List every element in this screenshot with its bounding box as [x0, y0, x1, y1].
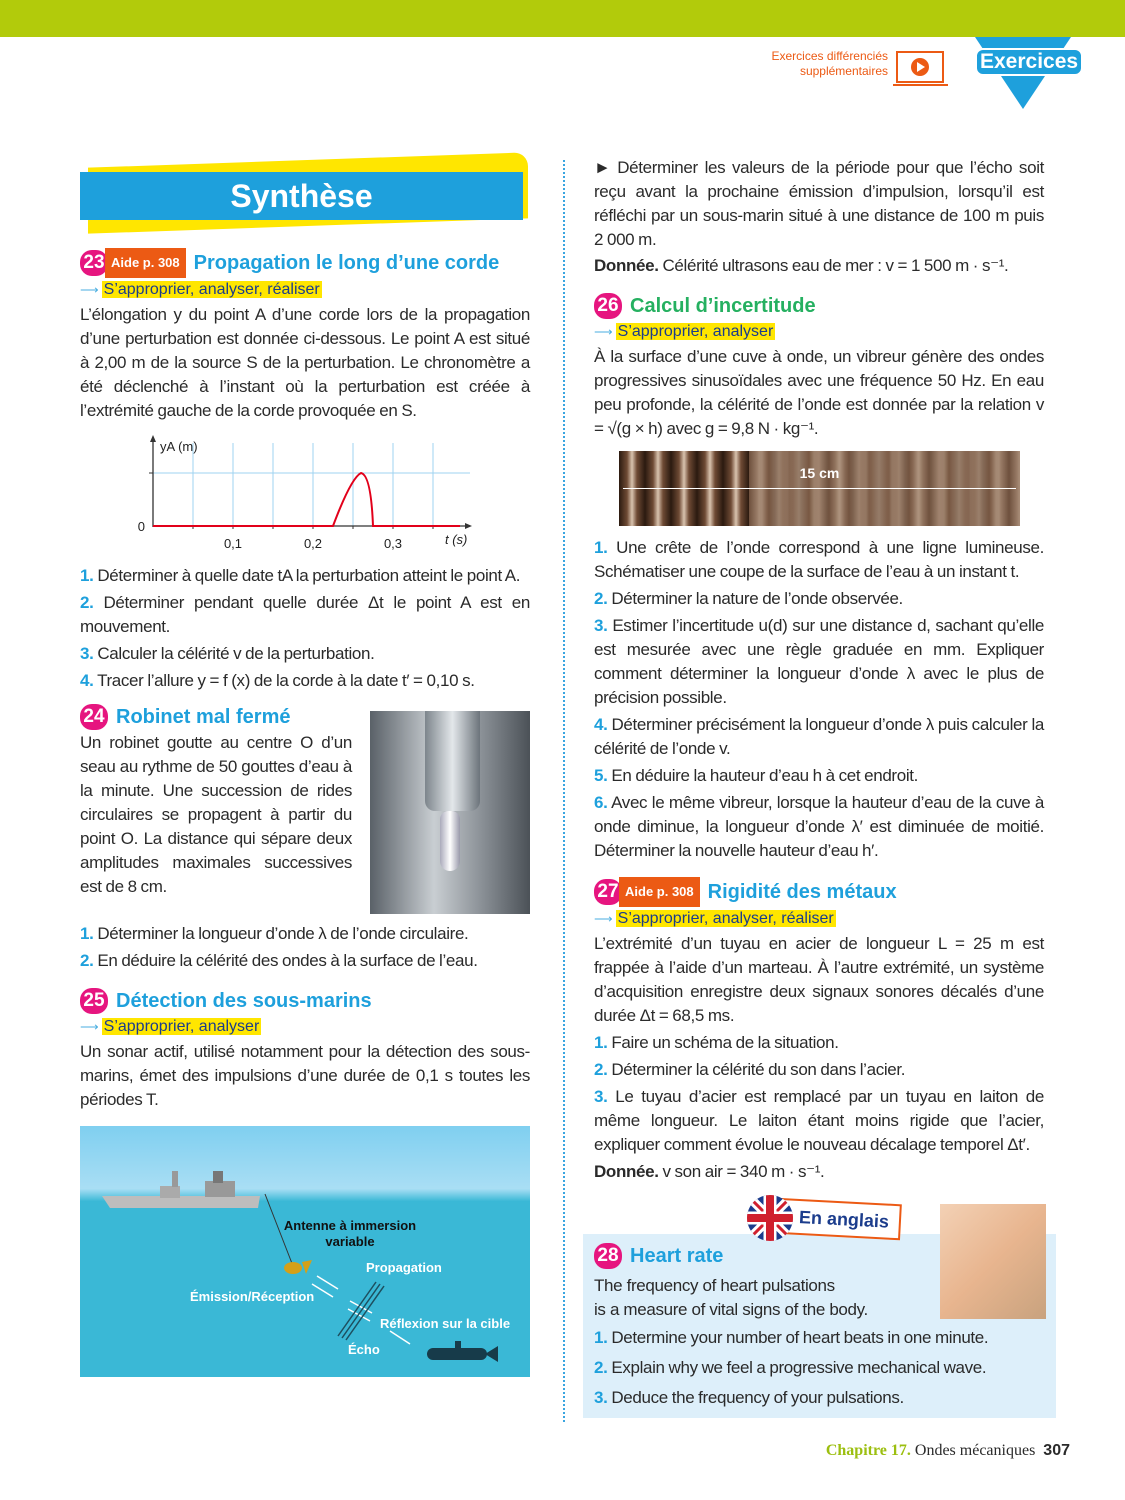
exercise-title: Propagation le long d’une corde: [193, 252, 500, 274]
exercise-number: 25: [80, 988, 108, 1014]
ex23-questions-0-t: Déterminer à quelle date tA la perturbation atteint le point A.: [97, 566, 521, 585]
label-antenne: [280, 1218, 420, 1250]
skill-label: S’approprier, analyser, réaliser: [103, 281, 320, 298]
ex26-questions-3-n: 4.: [594, 715, 608, 735]
ex27-questions-0-t: Faire un schéma de la situation.: [611, 1033, 839, 1053]
exercise-number: 27: [594, 879, 622, 905]
exercise-text: Un robinet goutte au centre O d’un seau au rythme de 50 gouttes d’eau à la minute. Une succession de rides circulaires se propagent à partir du point O. La distance qui sépare deux amplitudes maximales successives est de 8 cm.: [80, 733, 352, 897]
page-number: 307: [1043, 1442, 1070, 1460]
skill-tag: [80, 279, 530, 301]
exercise-text: L’extrémité d’un tuyau en acier de longueur L = 25 m est frappée à l’aide d’un marteau. À l’autre extrémité, un système d’acquisition enregistre deux signaux sonores décalés d’une durée Δt = 68,5 ms.: [594, 934, 1044, 1026]
ex25-donnee_label: Donnée.: [594, 256, 659, 275]
ex26-questions-4-t: En déduire la hauteur d’eau h à cet endroit.: [611, 766, 919, 786]
arrow-icon: ⟶: [80, 282, 99, 297]
question: [80, 642, 530, 666]
arrow-icon: ⟶: [80, 1019, 99, 1035]
english-section: [594, 1194, 1044, 1418]
question: [594, 1356, 1045, 1380]
skill-tag: [594, 321, 1044, 343]
x-tick-label: 0,2: [303, 536, 323, 551]
ex24-questions-1-n: 2.: [80, 951, 94, 970]
exercise-26-header: [594, 292, 1044, 320]
scale-arrow: [623, 488, 1016, 489]
ex25-figure-antenne: Antenne à immersion: [283, 1218, 417, 1234]
y-axis-arrow: [150, 435, 156, 442]
ex28-questions-2-t: Deduce the frequency of your pulsations.: [611, 1388, 904, 1408]
exercise-24-row: [80, 703, 530, 914]
exercise-number: 24: [80, 704, 108, 730]
exercise-text: L’élongation y du point A d’une corde lors de la propagation d’une perturbation est donnée ci-dessous. Le point A est situé à 2,00 m de la source S de la perturbation. Le chronomètre a été déclenché à l’instant où la perturbation est créée à l’extrémité gauche de la corde provoquée en S.: [80, 305, 530, 420]
ex23-questions-2-t: Calculer la célérité v de la perturbation.: [97, 644, 375, 663]
ex23-questions-3-t: Tracer l’allure y = f (x) de la corde à la date t′ = 0,10 s.: [97, 671, 475, 690]
x-axis-label: t (s): [445, 532, 468, 547]
ex26-questions-0-t: Une crête de l’onde correspond à une ligne lumineuse. Schématiser une coupe de la surface de l’eau à un instant t.: [594, 538, 1044, 582]
ex25-donnee: Célérité ultrasons eau de mer : v = 1 500 m · s⁻¹.: [662, 256, 1009, 275]
column-divider: [563, 160, 565, 1422]
label-echo: Écho: [348, 1342, 380, 1358]
ex27-questions-1-n: 2.: [594, 1060, 608, 1080]
question: [594, 587, 1044, 611]
ex26-questions-2-n: 3.: [594, 616, 608, 636]
skill-label: S’approprier, analyser: [103, 1018, 260, 1036]
ex27-questions-2-t: Le tuyau d’acier est remplacé par un tuyau en laiton de même longueur. Le laiton étant moins rigide que l’acier, expliquer comment évolue le nouveau décalage temporel Δt′.: [594, 1087, 1044, 1155]
exercise-25-header: [80, 987, 530, 1015]
ex28-questions-0-n: 1.: [594, 1328, 608, 1348]
x-axis-arrow: [465, 523, 472, 529]
synthese-title: Synthèse: [80, 172, 523, 220]
exercise-number: 28: [594, 1243, 622, 1269]
ex23-questions-1-n: 2.: [80, 593, 94, 612]
exercise-24-header: [80, 703, 352, 731]
exercise-text: [594, 1274, 929, 1322]
ex26-questions-5-n: 6.: [594, 793, 608, 813]
label-reflexion: Réflexion sur la cible: [380, 1316, 511, 1332]
left-column: [80, 156, 530, 1377]
skill-label: S’approprier, analyser, réaliser: [617, 910, 834, 928]
ex26-questions-5-t: Avec le même vibreur, lorsque la hauteur d’eau de la cuve à onde diminue, la longueur d’onde λ′ est diminuée de moitié. Déterminer la nouvelle hauteur d’eau h′.: [594, 793, 1045, 861]
ex26-questions-3-t: Déterminer précisément la longueur d’onde λ puis calculer la célérité de l’onde v.: [594, 715, 1044, 759]
sonar-illustration: [80, 1126, 530, 1377]
chapter-label: Chapitre 17.: [825, 1442, 911, 1460]
arrow-icon: ⟶: [594, 324, 613, 340]
scale-label: 15 cm: [799, 465, 840, 482]
ex28-text1: The frequency of heart pulsations: [594, 1276, 835, 1296]
uk-flag-icon: [746, 1194, 794, 1242]
ex28-questions-1-n: 2.: [594, 1358, 608, 1378]
laptop-play-icon[interactable]: [893, 50, 949, 88]
ex27-questions-1-t: Déterminer la célérité du son dans l’acier.: [611, 1060, 906, 1080]
skill-tag: [80, 1016, 530, 1038]
question: [594, 1386, 1045, 1410]
exercise-title: Heart rate: [630, 1245, 724, 1268]
ex23-questions-3-n: 4.: [80, 671, 94, 690]
question: [594, 1326, 1045, 1350]
extra-exercises-link[interactable]: [740, 49, 888, 79]
ex26-questions-1-t: Déterminer la nature de l’onde observée.: [611, 589, 903, 609]
right-column: [594, 156, 1070, 1460]
exercise-23-header: [80, 248, 530, 278]
exercise-title: Détection des sous-marins: [116, 990, 372, 1012]
ex26-questions-2-t: Estimer l’incertitude u(d) sur une distance d, sachant qu’elle est mesurée avec une règle graduée en mm. Expliquer comment déterminer la longueur d’onde λ avec le plus de précision possible.: [594, 616, 1044, 708]
question: [594, 1058, 1044, 1082]
aide-link[interactable]: Aide p. 308: [619, 877, 700, 907]
exercise-23-questions: [80, 564, 530, 693]
ex25-figure-antenne2: variable: [325, 1234, 375, 1250]
question: [80, 591, 530, 639]
faucet-photo: [370, 711, 530, 914]
question: [594, 791, 1044, 863]
synthese-banner: [80, 156, 530, 228]
ex23-questions-2-n: 3.: [80, 644, 94, 663]
exercise-text: À la surface d’une cuve à onde, un vibreur génère des ondes progressives sinusoïdales avec une fréquence 50 Hz. En eau peu profonde, la célérité de l’onde est donnée par la relation v = √(g × h) avec g = 9,8 N · kg⁻¹.: [594, 347, 1044, 439]
exercise-28-questions: [594, 1326, 1045, 1410]
question: [594, 536, 1044, 584]
ex27-questions-2-n: 3.: [594, 1087, 608, 1107]
donnee: [594, 1160, 1044, 1184]
question: [594, 1031, 1044, 1055]
question: [80, 922, 530, 946]
exercise-27-questions: [594, 1031, 1044, 1184]
ex23-questions-0-n: 1.: [80, 566, 94, 585]
skill-label: S’approprier, analyser: [617, 323, 774, 341]
exercise-26-questions: [594, 536, 1044, 863]
question: [80, 564, 530, 588]
question: [594, 614, 1044, 710]
exercise-text: Un sonar actif, utilisé notamment pour la détection des sous-marins, émet des impulsions d’une durée de 0,1 s toutes les périodes T.: [80, 1042, 530, 1110]
ex26-questions-4-n: 5.: [594, 766, 608, 786]
exercise-title: Robinet mal fermé: [116, 706, 291, 728]
ex27-questions-0-n: 1.: [594, 1033, 608, 1053]
question: [80, 669, 530, 693]
chapter-title: Ondes mécaniques: [914, 1442, 1036, 1460]
x-tick-label: 0,3: [383, 536, 403, 551]
top-bar: [0, 0, 1125, 37]
section-label: Exercices: [975, 48, 1083, 76]
extra-label-1: Exercices différenciés: [771, 49, 888, 63]
footer: [594, 1442, 1070, 1460]
ex28-questions-0-t: Determine your number of heart beats in one minute.: [611, 1328, 989, 1348]
ex28-questions-1-t: Explain why we feel a progressive mechanical wave.: [611, 1358, 987, 1378]
ex26-questions-0-n: 1.: [594, 538, 608, 558]
exercise-24-questions: [80, 922, 530, 973]
ex27-donnee_label: Donnée.: [594, 1162, 659, 1182]
question: [594, 764, 1044, 788]
arrow-icon: ⟶: [594, 911, 613, 927]
question: [80, 949, 530, 973]
question: [594, 1085, 1044, 1157]
ex24-questions-0-n: 1.: [80, 924, 94, 943]
wave-tank-photo: [619, 451, 1020, 526]
ex27-donnee: v son air = 340 m · s⁻¹.: [662, 1162, 825, 1182]
exercise-25-donnee: [594, 254, 1044, 278]
x-tick-label: 0,1: [223, 536, 243, 551]
elongation-curve: [153, 473, 460, 526]
y-tick-label: 0: [137, 519, 145, 534]
y-axis-label: yA (m): [160, 439, 198, 454]
ex24-questions-1-t: En déduire la célérité des ondes à la surface de l’eau.: [97, 951, 478, 970]
ex28-questions-2-n: 3.: [594, 1388, 608, 1408]
elongation-graph: [120, 433, 490, 558]
exercise-25-question: ► Déterminer les valeurs de la période pour que l’écho soit reçu avant la prochaine émission d’impulsion, lorsqu’il est réfléchi par un sous-marin situé à une distance de 100 m puis 2 000 m.: [594, 158, 1044, 249]
exercise-27-header: [594, 877, 1044, 907]
question: [594, 713, 1044, 761]
ex28-text2: is a measure of vital signs of the body.: [594, 1300, 868, 1320]
skill-tag: [594, 908, 1044, 930]
extra-label-2: supplémentaires: [799, 64, 888, 78]
exercise-number: 23: [80, 250, 108, 276]
aide-link[interactable]: Aide p. 308: [105, 248, 186, 278]
exercise-title: Calcul d’incertitude: [630, 295, 816, 317]
exercise-number: 26: [594, 293, 622, 319]
ex24-questions-0-t: Déterminer la longueur d’onde λ de l’onde circulaire.: [97, 924, 469, 943]
label-emission: Émission/Réception: [190, 1289, 315, 1305]
pulse-photo: [940, 1204, 1046, 1319]
en-anglais-badge: En anglais: [774, 1198, 902, 1241]
ex26-questions-1-n: 2.: [594, 589, 608, 609]
ex23-questions-1-t: Déterminer pendant quelle durée Δt le point A est en mouvement.: [80, 593, 530, 636]
label-propagation: Propagation: [366, 1260, 442, 1276]
exercise-title: Rigidité des métaux: [707, 881, 897, 904]
